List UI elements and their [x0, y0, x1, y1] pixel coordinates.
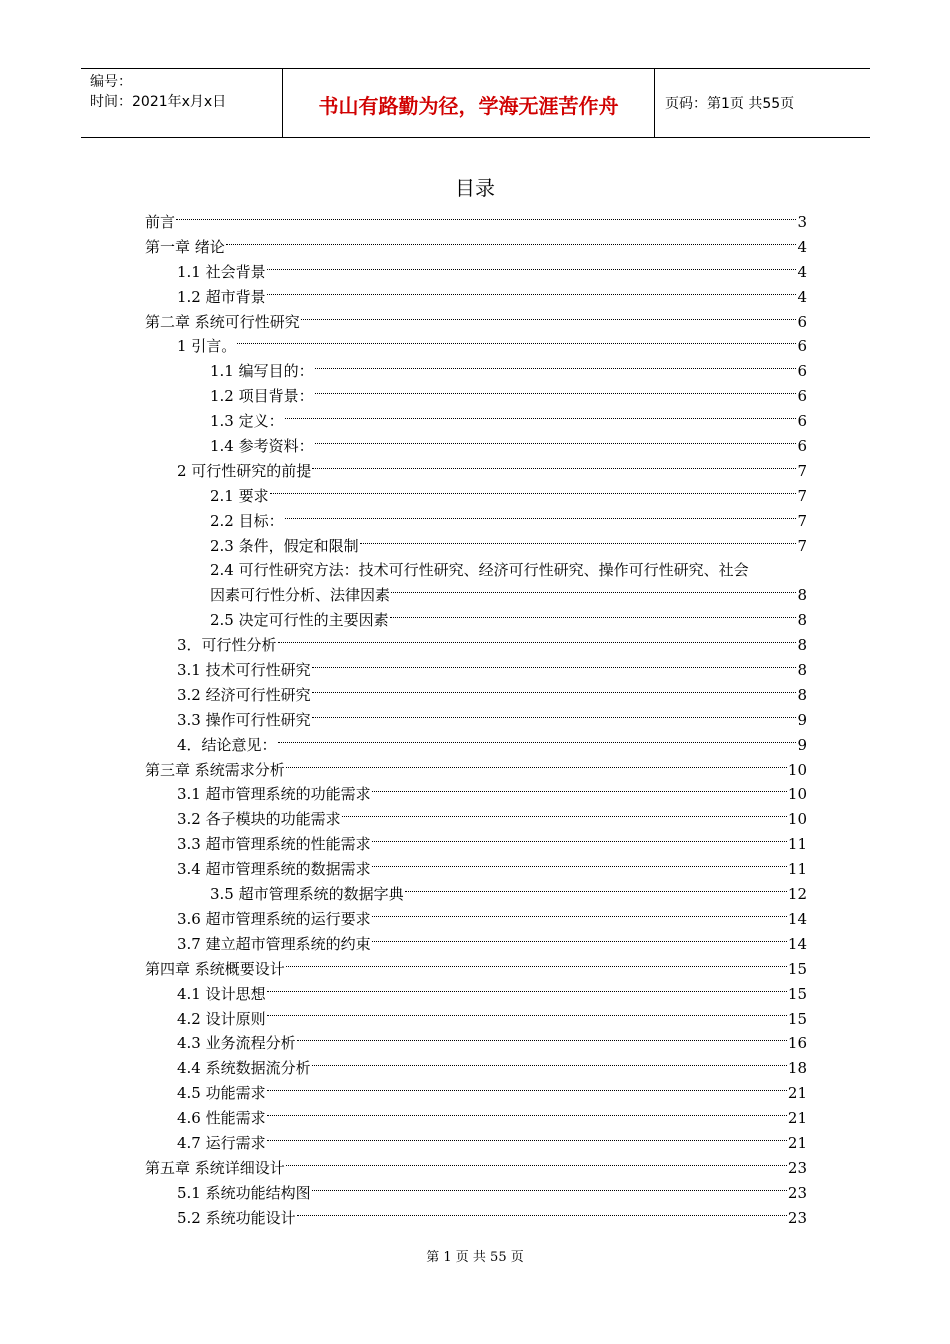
toc-entry-text: 4.7 运行需求: [177, 1133, 266, 1152]
toc-entry[interactable]: [145, 1081, 807, 1106]
toc-entry-text: 4．结论意见：: [177, 735, 277, 754]
toc-entry-text: 5.1 系统功能结构图: [177, 1183, 311, 1202]
toc-entry-page: 23: [787, 1208, 807, 1227]
toc-entry-text: 2.1 要求: [210, 486, 269, 505]
toc-entry-text: 4.4 系统数据流分析: [177, 1059, 311, 1078]
toc-entry[interactable]: [145, 1181, 807, 1206]
toc-entry-text: 1 引言。: [177, 337, 237, 356]
dot-leader: [237, 343, 796, 344]
toc-entry-text: 第四章 系统概要设计: [145, 959, 285, 978]
toc-entry-text: 第二章 系统可行性研究: [145, 312, 300, 331]
toc-entry-page: 7: [797, 536, 807, 555]
toc-entry-page: 14: [787, 934, 807, 953]
dot-leader: [372, 791, 787, 792]
toc-entry[interactable]: [145, 583, 807, 608]
toc-entry-page: 8: [797, 636, 807, 655]
toc-entry-page: 9: [797, 735, 807, 754]
toc-entry-page: 10: [787, 760, 807, 779]
toc-entry[interactable]: [145, 733, 807, 758]
page-footer: 第 1 页 共 55 页: [426, 1250, 524, 1265]
toc-entry-text: 第三章 系统需求分析: [145, 760, 285, 779]
toc-entry-text: 2.2 目标：: [210, 511, 284, 530]
header-motto: 书山有路勤为径，学海无涯苦作舟: [283, 69, 655, 137]
toc-entry-text: 第一章 绪论: [145, 237, 225, 256]
toc-entry-page: 7: [797, 511, 807, 530]
toc-entry-text: 第五章 系统详细设计: [145, 1158, 285, 1177]
toc-entry-text[interactable]: 2.4 可行性研究方法：技术可行性研究、经济可行性研究、操作可行性研究、社会: [210, 561, 749, 580]
toc-entry-page: 6: [797, 337, 807, 356]
toc-entry[interactable]: [145, 832, 807, 857]
toc-entry[interactable]: [145, 957, 807, 982]
dot-leader: [312, 468, 796, 469]
toc-entry[interactable]: [145, 633, 807, 658]
dot-leader: [315, 393, 797, 394]
toc-entry-text: 4.2 设计原则: [177, 1009, 266, 1028]
toc-entry[interactable]: [145, 484, 807, 509]
toc-entry-page: 16: [787, 1034, 807, 1053]
toc-entry-text: 3.1 技术可行性研究: [177, 661, 311, 680]
toc-entry-text: 4.5 功能需求: [177, 1084, 266, 1103]
header-meta-cell: [81, 69, 283, 137]
toc-entry-page: 12: [787, 885, 807, 904]
dot-leader: [267, 1140, 787, 1141]
toc-entry[interactable]: [145, 1156, 807, 1181]
dot-leader: [267, 1090, 787, 1091]
toc-entry-page: 4: [797, 287, 807, 306]
toc-entry-text: 4.1 设计思想: [177, 984, 266, 1003]
toc-entry-text: 因素可行性分析、法律因素: [210, 586, 391, 605]
toc-entry[interactable]: [145, 758, 807, 783]
toc-entry-text: 3.7 建立超市管理系统的约束: [177, 934, 371, 953]
toc-entry-text: 3.6 超市管理系统的运行要求: [177, 909, 371, 928]
dot-leader: [270, 493, 797, 494]
dot-leader: [391, 592, 796, 593]
toc-entry-page: 21: [787, 1084, 807, 1103]
toc-entry[interactable]: [145, 509, 807, 534]
toc-entry-text: 3.3 操作可行性研究: [177, 710, 311, 729]
toc-entry[interactable]: [145, 260, 807, 285]
dot-leader: [297, 1040, 787, 1041]
page-title: 目录: [455, 176, 495, 200]
toc-entry-text: 1.2 超市背景: [177, 287, 266, 306]
dot-leader: [372, 941, 787, 942]
toc-entry-page: 7: [797, 461, 807, 480]
toc-entry-page: 23: [787, 1158, 807, 1177]
toc-entry-page: 15: [787, 984, 807, 1003]
toc-entry-page: 23: [787, 1183, 807, 1202]
dot-leader: [278, 642, 797, 643]
dot-leader: [360, 543, 797, 544]
toc-entry[interactable]: [145, 807, 807, 832]
toc-entry-text: 前言: [145, 213, 176, 231]
toc-entry-page: 11: [787, 835, 807, 854]
toc-entry[interactable]: [145, 683, 807, 708]
table-of-contents: [145, 210, 807, 1231]
toc-entry[interactable]: [145, 782, 807, 807]
toc-entry-page: 6: [797, 437, 807, 456]
toc-entry[interactable]: [145, 708, 807, 733]
toc-entry[interactable]: [145, 210, 807, 235]
toc-entry-text: 2.3 条件，假定和限制: [210, 536, 359, 555]
toc-entry-page: 14: [787, 909, 807, 928]
toc-entry-page: 8: [797, 685, 807, 704]
toc-entry[interactable]: [145, 907, 807, 932]
dot-leader: [226, 244, 797, 245]
dot-leader: [372, 866, 787, 867]
toc-entry[interactable]: [145, 459, 807, 484]
toc-entry[interactable]: [145, 1106, 807, 1131]
dot-leader: [301, 319, 797, 320]
toc-entry-page: 9: [797, 710, 807, 729]
toc-entry[interactable]: [145, 932, 807, 957]
toc-entry-page: 11: [787, 860, 807, 879]
toc-entry-text: 5.2 系统功能设计: [177, 1208, 296, 1227]
toc-entry-page: 15: [787, 959, 807, 978]
toc-entry-page: 6: [797, 412, 807, 431]
toc-entry[interactable]: [145, 658, 807, 683]
dot-leader: [267, 294, 797, 295]
toc-entry-page: 21: [787, 1133, 807, 1152]
dot-leader: [286, 767, 787, 768]
toc-entry[interactable]: [145, 1056, 807, 1081]
toc-entry[interactable]: [145, 235, 807, 260]
toc-entry[interactable]: [145, 384, 807, 409]
toc-entry-page: 18: [787, 1059, 807, 1078]
toc-entry[interactable]: [145, 1007, 807, 1032]
toc-entry[interactable]: [145, 434, 807, 459]
dot-leader: [285, 518, 797, 519]
dot-leader: [315, 443, 797, 444]
dot-leader: [278, 742, 797, 743]
toc-entry-text: 2 可行性研究的前提: [177, 461, 312, 480]
dot-leader: [312, 717, 797, 718]
toc-entry-text: 3．可行性分析: [177, 636, 277, 655]
toc-entry[interactable]: [145, 608, 807, 633]
toc-entry[interactable]: [145, 1206, 807, 1231]
toc-entry-page: 4: [797, 262, 807, 281]
toc-entry[interactable]: [145, 1131, 807, 1156]
toc-entry-page: 4: [797, 237, 807, 256]
toc-entry-page: 7: [797, 486, 807, 505]
dot-leader: [405, 891, 787, 892]
toc-entry-text: 1.4 参考资料：: [210, 437, 314, 456]
toc-entry-text: 3.5 超市管理系统的数据字典: [210, 885, 404, 904]
dot-leader: [176, 219, 796, 220]
toc-entry[interactable]: [145, 334, 807, 359]
toc-entry[interactable]: [145, 285, 807, 310]
toc-entry[interactable]: [145, 310, 807, 335]
dot-leader: [312, 667, 797, 668]
toc-entry-text: 3.2 经济可行性研究: [177, 685, 311, 704]
dot-leader: [297, 1215, 787, 1216]
toc-entry-text: 4.3 业务流程分析: [177, 1034, 296, 1053]
dot-leader: [390, 617, 797, 618]
toc-entry-text: 3.1 超市管理系统的功能需求: [177, 785, 371, 804]
dot-leader: [312, 1190, 787, 1191]
toc-entry-text: 3.3 超市管理系统的性能需求: [177, 835, 371, 854]
dot-leader: [312, 692, 797, 693]
toc-entry-page: 6: [797, 362, 807, 381]
toc-entry[interactable]: [145, 882, 807, 907]
dot-leader: [315, 368, 797, 369]
toc-entry-page: 6: [797, 387, 807, 406]
dot-leader: [285, 418, 797, 419]
dot-leader: [267, 1015, 787, 1016]
toc-entry-text: 1.3 定义：: [210, 412, 284, 431]
toc-entry-page: 8: [797, 586, 807, 605]
toc-entry-page: 15: [787, 1009, 807, 1028]
toc-entry-page: 8: [797, 611, 807, 630]
toc-entry-page: 21: [787, 1109, 807, 1128]
header-page-label: 页码：第1页 共55页: [665, 96, 795, 112]
dot-leader: [267, 991, 787, 992]
dot-leader: [286, 966, 787, 967]
dot-leader: [267, 269, 797, 270]
toc-entry[interactable]: [145, 534, 807, 559]
toc-entry[interactable]: [145, 359, 807, 384]
dot-leader: [267, 1115, 787, 1116]
toc-entry-page: 10: [787, 810, 807, 829]
dot-leader: [286, 1165, 787, 1166]
toc-entry[interactable]: [145, 1031, 807, 1056]
toc-entry-page: 3: [797, 213, 807, 231]
toc-entry-text: 3.4 超市管理系统的数据需求: [177, 860, 371, 879]
header-table: [81, 68, 870, 138]
dot-leader: [372, 916, 787, 917]
toc-entry[interactable]: [145, 409, 807, 434]
toc-entry-text: 1.2 项目背景：: [210, 387, 314, 406]
toc-entry[interactable]: [145, 857, 807, 882]
toc-entry-page: 6: [797, 312, 807, 331]
toc-entry-text: 1.1 编写目的：: [210, 362, 314, 381]
toc-entry-text: 2.5 决定可行性的主要因素: [210, 611, 389, 630]
dot-leader: [342, 816, 787, 817]
toc-entry-text: 4.6 性能需求: [177, 1109, 266, 1128]
toc-entry-page: 10: [787, 785, 807, 804]
toc-entry-page: 8: [797, 661, 807, 680]
document-date-label: 时间：2021年x月x日: [90, 94, 227, 110]
toc-entry-text: 3.2 各子模块的功能需求: [177, 810, 341, 829]
dot-leader: [312, 1065, 787, 1066]
toc-entry-text: 1.1 社会背景: [177, 262, 266, 281]
document-number-label: 编号：: [90, 74, 132, 90]
dot-leader: [372, 841, 787, 842]
toc-entry[interactable]: [145, 982, 807, 1007]
